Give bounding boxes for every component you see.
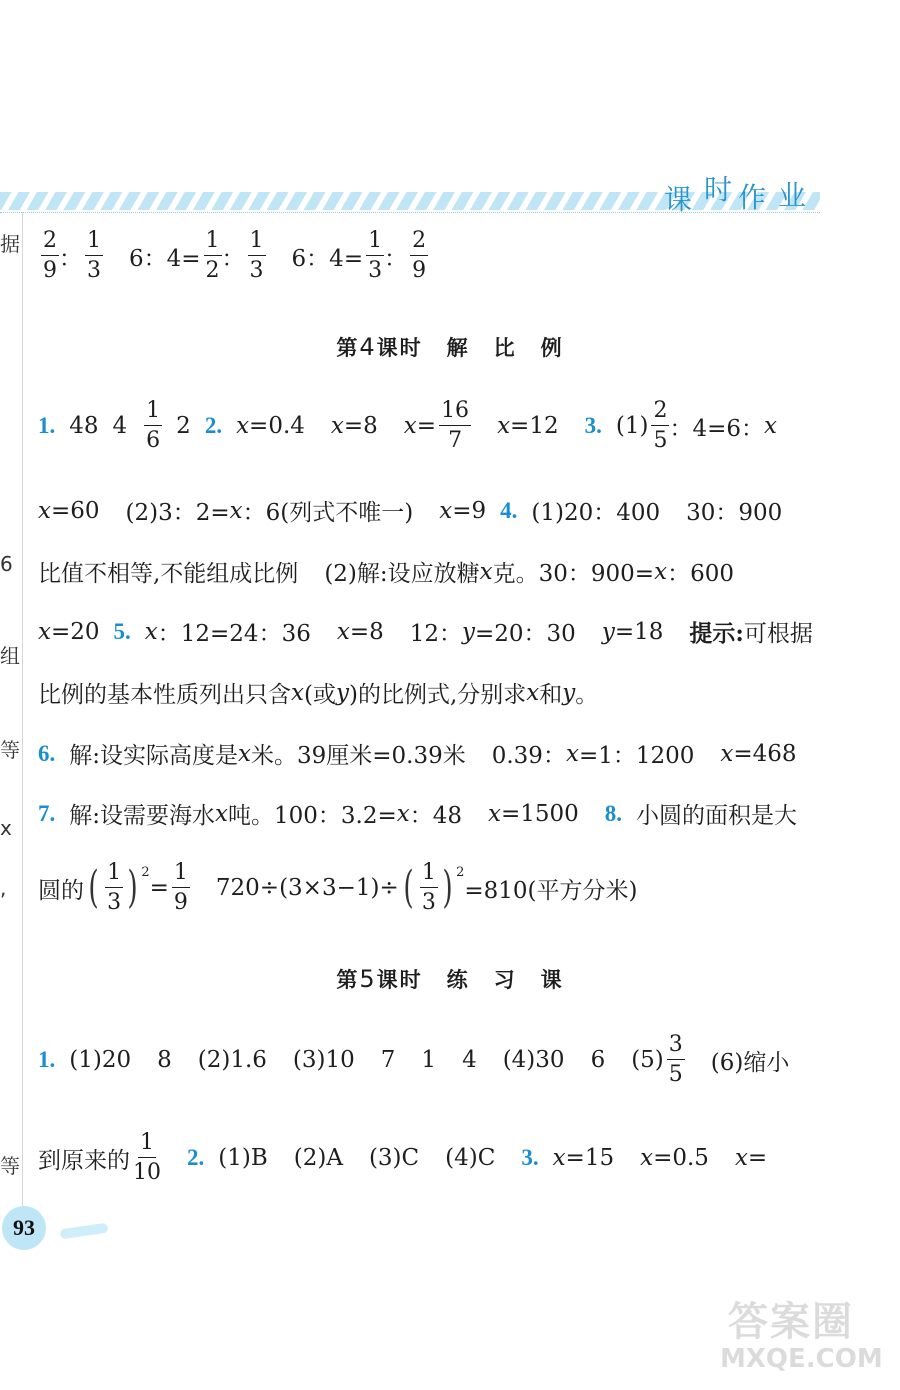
section-title-lesson4: 第4课时 解 比 例	[336, 333, 564, 361]
page-number-badge	[2, 1206, 46, 1250]
fraction: $\frac{1}{6}$	[146, 398, 161, 453]
answer-line-q5-hint: 比例的基本性质列出只含 x (或 y )的比例式,分别求 x 和 y 。	[38, 679, 599, 708]
answer-line-q8: 圆的 ( $\frac{1}{3}$ ) 2 = $\frac{1}{9}$ 720÷(3×3−1)÷ ( $\frac{1}{3}$ ) 2 =810(平方分米)	[38, 860, 638, 915]
margin-char: 等	[0, 1154, 20, 1178]
fraction: $\frac{1}{3}$	[87, 228, 101, 283]
header-char-2: 时	[704, 173, 733, 206]
fraction: $\frac{2}{9}$	[43, 228, 57, 283]
header-char-3: 作	[738, 181, 767, 214]
margin-char: ,	[0, 876, 7, 900]
answer-line-r2: 到原来的 $\frac{1}{10}$ 2. (1)B (2)A (3)C (4)C 3. x =15 x =0.5 x =	[38, 1130, 768, 1185]
watermark-logo	[700, 1290, 900, 1380]
fraction: $\frac{1}{9}$	[173, 860, 188, 915]
answer-line-q7: 7. 解:设需要海水 x 吨。100：3.2= x ：48 x =1500 8. 小圆的面积是大	[38, 800, 798, 829]
margin-char: x	[0, 816, 12, 840]
header-char-4: 业	[778, 179, 807, 212]
fraction: $\frac{2}{5}$	[653, 398, 668, 453]
fraction: $\frac{1}{2}$	[205, 228, 220, 283]
answer-line-ratios: $\frac{2}{9}$ ： $\frac{1}{3}$ 6：4= $\frac{1}{2}$ ： $\frac{1}{3}$ 6：4= $\frac{1}{3}$ ： $\frac{2}{9}$	[43, 228, 427, 283]
fraction: $\frac{1}{3}$	[249, 228, 264, 283]
fraction: $\frac{1}{3}$	[368, 228, 383, 283]
answer-line-r1: 1. (1)20 8 (2)1.6 (3)10 7 1 4 (4)30 6 (5) $\frac{3}{5}$ (6)缩小	[38, 1032, 790, 1087]
page-badge-tail	[60, 1223, 109, 1240]
fraction: $\frac{1}{10}$	[133, 1130, 161, 1185]
answer-line-q4b: 比值不相等,不能组成比例 (2)解:设应放糖 x 克。30：900= x ：600	[38, 558, 734, 587]
margin-char: 6	[0, 552, 13, 576]
margin-char: 组	[0, 644, 20, 668]
margin-char: 等	[0, 738, 20, 762]
answer-line-q5: x =20 5. x ：12=24：36 x =8 12： y =20：30 y =18 提示: 可根据	[38, 618, 813, 647]
watermark-bottom: MXQE.COM	[720, 1344, 883, 1374]
fraction: $\frac{1}{3}$	[107, 860, 122, 915]
watermark-top: 答案圈	[728, 1299, 854, 1345]
header-title	[660, 168, 820, 214]
section-title-lesson5: 第5课时 练 习 课	[336, 965, 564, 993]
answer-line-q1: 1. 48 4 $\frac{1}{6}$ 2 2. x =0.4 x =8 x = $\frac{16}{7}$ x =12 3. (1) $\frac{2}{5}$ ：4=6： x	[38, 398, 777, 453]
margin-char: 据	[0, 232, 20, 256]
header-char-1: 课	[664, 183, 693, 216]
answer-line-q3b: x =60 (2)3：2= x ：6(列式不唯一) x =9 4. (1)20：400 30：900	[38, 497, 783, 526]
fraction: $\frac{16}{7}$	[441, 398, 470, 453]
page-number: 93	[13, 1215, 35, 1240]
fraction: $\frac{1}{3}$	[421, 860, 436, 915]
answer-line-q6: 6. 解:设实际高度是 x 米。39厘米=0.39米 0.39： x =1：1200 x =468	[38, 740, 797, 769]
left-margin-rule	[22, 212, 23, 1212]
fraction: $\frac{2}{9}$	[412, 228, 427, 283]
fraction: $\frac{3}{5}$	[668, 1032, 683, 1087]
